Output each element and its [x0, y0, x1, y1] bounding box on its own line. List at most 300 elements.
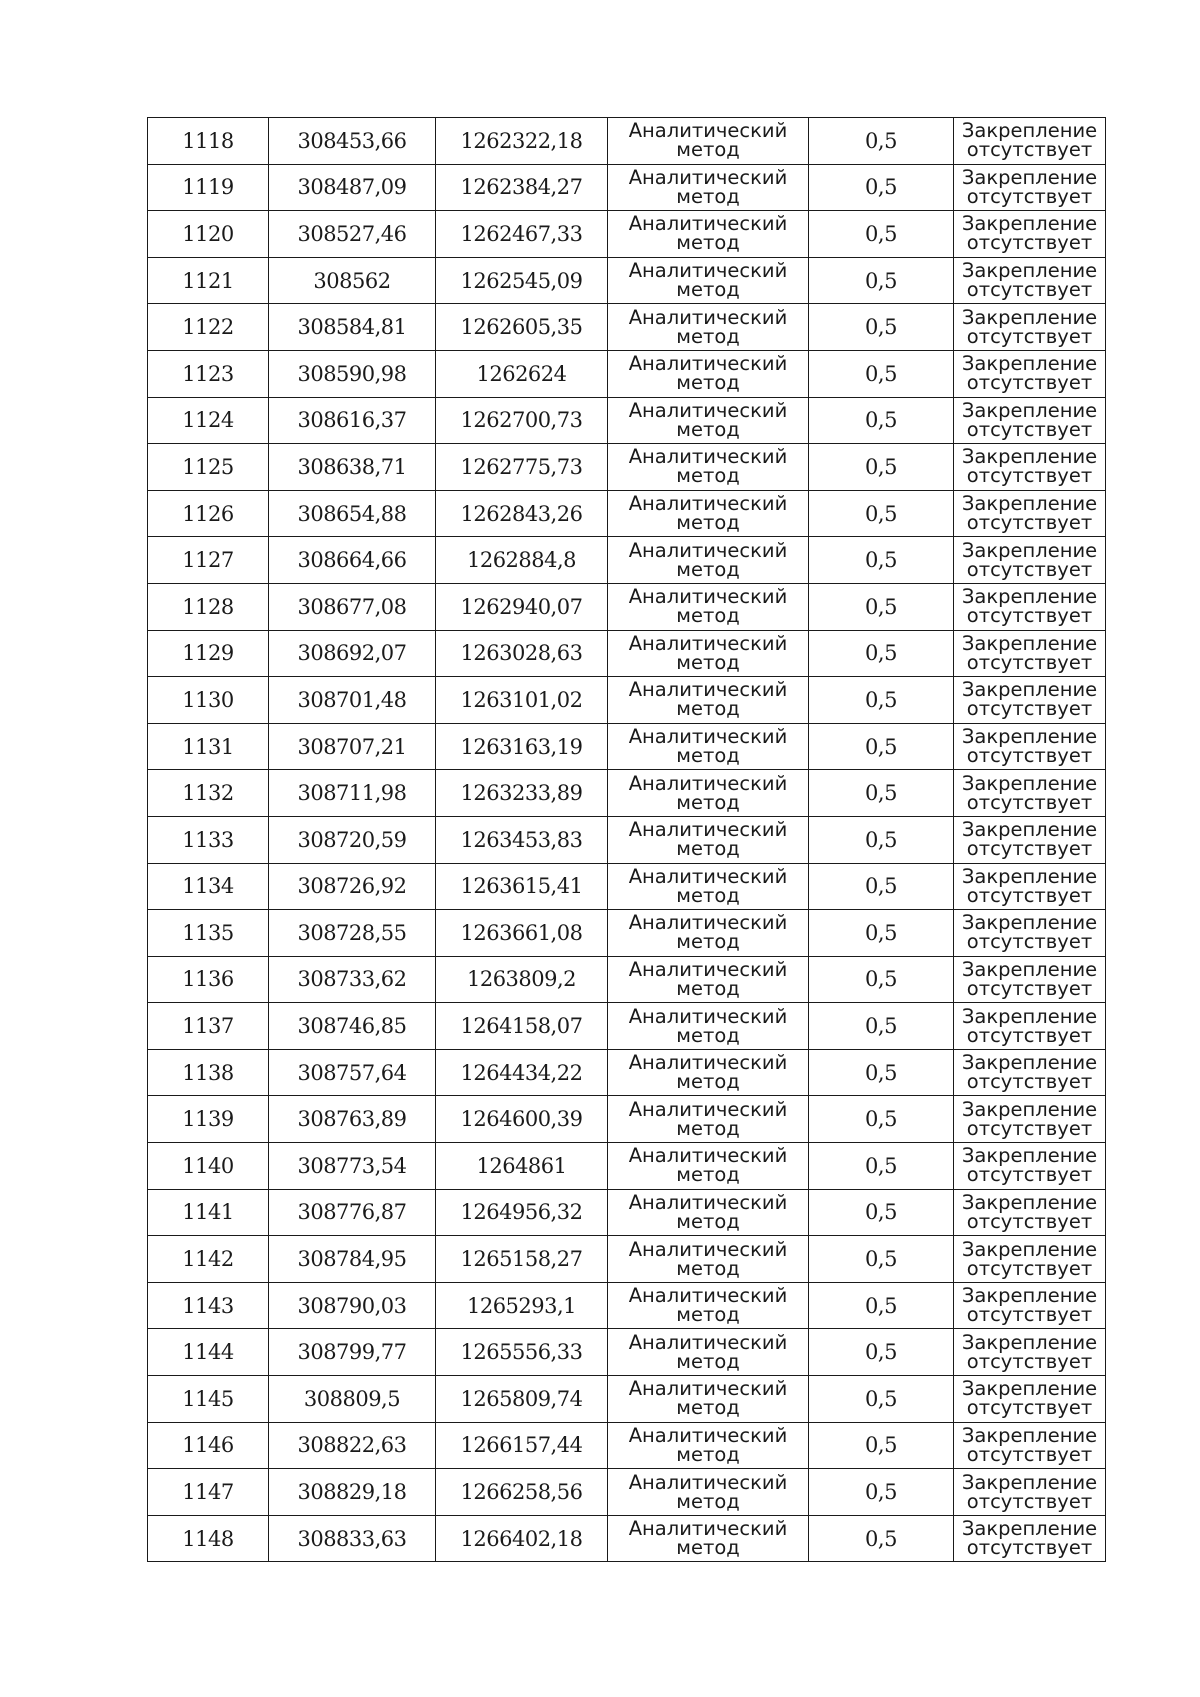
point-number-cell: 1131	[148, 723, 269, 770]
x-coordinate-cell: 308701,48	[269, 677, 436, 724]
y-coordinate-cell: 1264158,07	[436, 1003, 608, 1050]
method-line-2: метод	[676, 930, 740, 954]
method-line-1: Аналитический	[628, 352, 788, 376]
x-coordinate-cell: 308654,88	[269, 490, 436, 537]
fixation-line-2: отсутствует	[966, 697, 1093, 721]
table-row	[148, 304, 1106, 351]
fixation-line-2: отсутствует	[966, 371, 1093, 395]
fixation-cell	[954, 350, 1106, 397]
method-cell	[608, 1376, 809, 1423]
method-line-1: Аналитический	[628, 1051, 788, 1075]
y-coordinate-cell: 1263615,41	[436, 863, 608, 910]
method-line-1: Аналитический	[628, 1097, 788, 1121]
x-coordinate-cell: 308790,03	[269, 1282, 436, 1329]
x-coordinate-cell: 308707,21	[269, 723, 436, 770]
accuracy-cell: 0,5	[809, 1049, 954, 1096]
method-line-2: метод	[676, 1116, 740, 1140]
x-coordinate-cell: 308720,59	[269, 816, 436, 863]
fixation-line-2: отсутствует	[966, 650, 1093, 674]
y-coordinate-cell: 1263233,89	[436, 770, 608, 817]
fixation-cell	[954, 397, 1106, 444]
fixation-line-1: Закрепление	[961, 445, 1098, 469]
x-coordinate-cell: 308763,89	[269, 1096, 436, 1143]
accuracy-cell: 0,5	[809, 910, 954, 957]
fixation-cell	[954, 1049, 1106, 1096]
fixation-line-2: отсутствует	[966, 231, 1093, 255]
method-line-2: метод	[676, 1396, 740, 1420]
fixation-line-2: отсутствует	[966, 976, 1093, 1000]
table-row	[148, 1096, 1106, 1143]
table-row	[148, 257, 1106, 304]
method-line-2: метод	[676, 464, 740, 488]
method-cell	[608, 257, 809, 304]
fixation-cell	[954, 118, 1106, 165]
fixation-cell	[954, 1003, 1106, 1050]
fixation-line-1: Закрепление	[961, 1517, 1098, 1541]
method-cell	[608, 1515, 809, 1562]
table-row	[148, 583, 1106, 630]
fixation-line-1: Закрепление	[961, 1377, 1098, 1401]
method-cell	[608, 1143, 809, 1190]
method-line-1: Аналитический	[628, 1423, 788, 1447]
accuracy-cell: 0,5	[809, 1282, 954, 1329]
x-coordinate-cell: 308453,66	[269, 118, 436, 165]
method-cell	[608, 1049, 809, 1096]
method-line-2: метод	[676, 790, 740, 814]
method-line-2: метод	[676, 1209, 740, 1233]
method-cell	[608, 770, 809, 817]
accuracy-cell: 0,5	[809, 1003, 954, 1050]
method-cell	[608, 1189, 809, 1236]
accuracy-cell: 0,5	[809, 397, 954, 444]
point-number-cell: 1138	[148, 1049, 269, 1096]
method-line-2: метод	[676, 557, 740, 581]
method-line-1: Аналитический	[628, 1517, 788, 1541]
fixation-cell	[954, 1282, 1106, 1329]
method-cell	[608, 1096, 809, 1143]
method-line-2: метод	[676, 324, 740, 348]
method-cell	[608, 1282, 809, 1329]
table-row	[148, 397, 1106, 444]
fixation-line-2: отсутствует	[966, 557, 1093, 581]
method-line-1: Аналитический	[628, 585, 788, 609]
method-line-2: метод	[676, 604, 740, 628]
method-line-1: Аналитический	[628, 119, 788, 143]
method-line-1: Аналитический	[628, 725, 788, 749]
method-line-1: Аналитический	[628, 398, 788, 422]
method-cell	[608, 723, 809, 770]
method-cell	[608, 537, 809, 584]
y-coordinate-cell: 1262624	[436, 350, 608, 397]
method-line-2: метод	[676, 1442, 740, 1466]
method-line-1: Аналитический	[628, 1470, 788, 1494]
table-row	[148, 1515, 1106, 1562]
y-coordinate-cell: 1264861	[436, 1143, 608, 1190]
x-coordinate-cell: 308809,5	[269, 1376, 436, 1423]
table-row	[148, 910, 1106, 957]
fixation-line-2: отсутствует	[966, 744, 1093, 768]
fixation-cell	[954, 630, 1106, 677]
x-coordinate-cell: 308822,63	[269, 1422, 436, 1469]
method-line-2: метод	[676, 138, 740, 162]
table-row	[148, 723, 1106, 770]
method-line-1: Аналитический	[628, 1190, 788, 1214]
y-coordinate-cell: 1262700,73	[436, 397, 608, 444]
point-number-cell: 1134	[148, 863, 269, 910]
fixation-line-1: Закрепление	[961, 212, 1098, 236]
point-number-cell: 1129	[148, 630, 269, 677]
fixation-line-2: отсутствует	[966, 1303, 1093, 1327]
method-line-1: Аналитический	[628, 818, 788, 842]
method-line-2: метод	[676, 976, 740, 1000]
method-line-1: Аналитический	[628, 165, 788, 189]
fixation-cell	[954, 444, 1106, 491]
accuracy-cell: 0,5	[809, 723, 954, 770]
accuracy-cell: 0,5	[809, 1376, 954, 1423]
fixation-line-2: отсутствует	[966, 1536, 1093, 1560]
method-line-1: Аналитический	[628, 492, 788, 516]
y-coordinate-cell: 1262384,27	[436, 164, 608, 211]
y-coordinate-cell: 1265158,27	[436, 1236, 608, 1283]
fixation-line-2: отсутствует	[966, 1116, 1093, 1140]
fixation-line-1: Закрепление	[961, 1237, 1098, 1261]
point-number-cell: 1120	[148, 211, 269, 258]
fixation-cell	[954, 490, 1106, 537]
method-line-1: Аналитический	[628, 1330, 788, 1354]
x-coordinate-cell: 308829,18	[269, 1469, 436, 1516]
method-line-1: Аналитический	[628, 864, 788, 888]
x-coordinate-cell: 308584,81	[269, 304, 436, 351]
accuracy-cell: 0,5	[809, 677, 954, 724]
fixation-line-2: отсутствует	[966, 1489, 1093, 1513]
point-number-cell: 1118	[148, 118, 269, 165]
accuracy-cell: 0,5	[809, 537, 954, 584]
x-coordinate-cell: 308799,77	[269, 1329, 436, 1376]
method-line-2: метод	[676, 278, 740, 302]
method-line-2: метод	[676, 1303, 740, 1327]
accuracy-cell: 0,5	[809, 770, 954, 817]
point-number-cell: 1121	[148, 257, 269, 304]
method-line-2: метод	[676, 1070, 740, 1094]
fixation-line-1: Закрепление	[961, 585, 1098, 609]
method-line-1: Аналитический	[628, 1237, 788, 1261]
y-coordinate-cell: 1262884,8	[436, 537, 608, 584]
fixation-cell	[954, 164, 1106, 211]
table-row	[148, 1049, 1106, 1096]
accuracy-cell: 0,5	[809, 164, 954, 211]
method-line-1: Аналитический	[628, 1144, 788, 1168]
point-number-cell: 1125	[148, 444, 269, 491]
point-number-cell: 1148	[148, 1515, 269, 1562]
fixation-line-1: Закрепление	[961, 1470, 1098, 1494]
method-cell	[608, 956, 809, 1003]
method-line-1: Аналитический	[628, 212, 788, 236]
x-coordinate-cell: 308487,09	[269, 164, 436, 211]
method-cell	[608, 211, 809, 258]
x-coordinate-cell: 308773,54	[269, 1143, 436, 1190]
method-line-2: метод	[676, 697, 740, 721]
method-line-1: Аналитический	[628, 911, 788, 935]
x-coordinate-cell: 308833,63	[269, 1515, 436, 1562]
fixation-line-1: Закрепление	[961, 1051, 1098, 1075]
accuracy-cell: 0,5	[809, 630, 954, 677]
accuracy-cell: 0,5	[809, 1096, 954, 1143]
fixation-cell	[954, 1469, 1106, 1516]
method-cell	[608, 304, 809, 351]
method-line-1: Аналитический	[628, 1284, 788, 1308]
fixation-line-1: Закрепление	[961, 1144, 1098, 1168]
fixation-cell	[954, 1515, 1106, 1562]
point-number-cell: 1136	[148, 956, 269, 1003]
fixation-line-1: Закрепление	[961, 259, 1098, 283]
method-line-1: Аналитический	[628, 445, 788, 469]
fixation-line-2: отсутствует	[966, 790, 1093, 814]
accuracy-cell: 0,5	[809, 350, 954, 397]
y-coordinate-cell: 1264434,22	[436, 1049, 608, 1096]
x-coordinate-cell: 308726,92	[269, 863, 436, 910]
fixation-cell	[954, 304, 1106, 351]
point-number-cell: 1119	[148, 164, 269, 211]
y-coordinate-cell: 1262940,07	[436, 583, 608, 630]
method-cell	[608, 677, 809, 724]
method-cell	[608, 490, 809, 537]
y-coordinate-cell: 1262545,09	[436, 257, 608, 304]
fixation-line-1: Закрепление	[961, 492, 1098, 516]
point-number-cell: 1141	[148, 1189, 269, 1236]
method-cell	[608, 118, 809, 165]
fixation-line-1: Закрепление	[961, 818, 1098, 842]
method-line-2: метод	[676, 184, 740, 208]
fixation-line-1: Закрепление	[961, 1330, 1098, 1354]
fixation-line-1: Закрепление	[961, 1284, 1098, 1308]
method-line-1: Аналитический	[628, 771, 788, 795]
method-cell	[608, 583, 809, 630]
method-line-1: Аналитический	[628, 678, 788, 702]
fixation-line-1: Закрепление	[961, 538, 1098, 562]
method-line-1: Аналитический	[628, 631, 788, 655]
method-cell	[608, 1236, 809, 1283]
table-row	[148, 630, 1106, 677]
y-coordinate-cell: 1263163,19	[436, 723, 608, 770]
x-coordinate-cell: 308746,85	[269, 1003, 436, 1050]
point-number-cell: 1144	[148, 1329, 269, 1376]
fixation-line-2: отсутствует	[966, 138, 1093, 162]
x-coordinate-cell: 308638,71	[269, 444, 436, 491]
fixation-line-2: отсутствует	[966, 604, 1093, 628]
fixation-cell	[954, 956, 1106, 1003]
method-cell	[608, 910, 809, 957]
point-number-cell: 1133	[148, 816, 269, 863]
accuracy-cell: 0,5	[809, 1469, 954, 1516]
method-cell	[608, 1422, 809, 1469]
fixation-cell	[954, 1376, 1106, 1423]
fixation-line-2: отсутствует	[966, 930, 1093, 954]
method-cell	[608, 350, 809, 397]
x-coordinate-cell: 308692,07	[269, 630, 436, 677]
method-line-2: метод	[676, 1256, 740, 1280]
fixation-cell	[954, 583, 1106, 630]
x-coordinate-cell: 308733,62	[269, 956, 436, 1003]
y-coordinate-cell: 1263453,83	[436, 816, 608, 863]
x-coordinate-cell: 308562	[269, 257, 436, 304]
y-coordinate-cell: 1263809,2	[436, 956, 608, 1003]
fixation-line-2: отсутствует	[966, 1070, 1093, 1094]
method-line-2: метод	[676, 744, 740, 768]
fixation-line-2: отсутствует	[966, 1442, 1093, 1466]
y-coordinate-cell: 1262775,73	[436, 444, 608, 491]
y-coordinate-cell: 1263101,02	[436, 677, 608, 724]
x-coordinate-cell: 308527,46	[269, 211, 436, 258]
method-line-2: метод	[676, 371, 740, 395]
table-row	[148, 164, 1106, 211]
fixation-line-1: Закрепление	[961, 911, 1098, 935]
fixation-line-2: отсутствует	[966, 417, 1093, 441]
method-line-2: метод	[676, 511, 740, 535]
coordinates-table	[147, 117, 1106, 1562]
x-coordinate-cell: 308664,66	[269, 537, 436, 584]
fixation-line-1: Закрепление	[961, 1423, 1098, 1447]
point-number-cell: 1127	[148, 537, 269, 584]
method-cell	[608, 1329, 809, 1376]
fixation-line-1: Закрепление	[961, 678, 1098, 702]
method-line-1: Аналитический	[628, 957, 788, 981]
method-line-2: метод	[676, 650, 740, 674]
accuracy-cell: 0,5	[809, 816, 954, 863]
x-coordinate-cell: 308711,98	[269, 770, 436, 817]
fixation-line-1: Закрепление	[961, 119, 1098, 143]
table-row	[148, 863, 1106, 910]
fixation-line-2: отсутствует	[966, 1396, 1093, 1420]
y-coordinate-cell: 1262843,26	[436, 490, 608, 537]
fixation-line-1: Закрепление	[961, 864, 1098, 888]
accuracy-cell: 0,5	[809, 1236, 954, 1283]
method-cell	[608, 1469, 809, 1516]
fixation-cell	[954, 1189, 1106, 1236]
y-coordinate-cell: 1266258,56	[436, 1469, 608, 1516]
point-number-cell: 1140	[148, 1143, 269, 1190]
fixation-line-2: отсутствует	[966, 837, 1093, 861]
accuracy-cell: 0,5	[809, 1329, 954, 1376]
fixation-line-2: отсутствует	[966, 278, 1093, 302]
method-line-2: метод	[676, 231, 740, 255]
y-coordinate-cell: 1263661,08	[436, 910, 608, 957]
method-cell	[608, 816, 809, 863]
method-cell	[608, 1003, 809, 1050]
fixation-line-2: отсутствует	[966, 1023, 1093, 1047]
method-cell	[608, 397, 809, 444]
fixation-cell	[954, 863, 1106, 910]
accuracy-cell: 0,5	[809, 211, 954, 258]
method-line-2: метод	[676, 417, 740, 441]
table-row	[148, 1236, 1106, 1283]
table-row	[148, 816, 1106, 863]
method-line-2: метод	[676, 883, 740, 907]
fixation-line-1: Закрепление	[961, 771, 1098, 795]
table-row	[148, 1329, 1106, 1376]
fixation-cell	[954, 910, 1106, 957]
point-number-cell: 1123	[148, 350, 269, 397]
method-cell	[608, 863, 809, 910]
fixation-line-2: отсутствует	[966, 1163, 1093, 1187]
method-line-1: Аналитический	[628, 538, 788, 562]
fixation-line-1: Закрепление	[961, 725, 1098, 749]
fixation-line-1: Закрепление	[961, 957, 1098, 981]
y-coordinate-cell: 1266402,18	[436, 1515, 608, 1562]
point-number-cell: 1122	[148, 304, 269, 351]
method-line-1: Аналитический	[628, 1377, 788, 1401]
table-row	[148, 1469, 1106, 1516]
table-row	[148, 211, 1106, 258]
y-coordinate-cell: 1264956,32	[436, 1189, 608, 1236]
table-row	[148, 444, 1106, 491]
accuracy-cell: 0,5	[809, 1189, 954, 1236]
method-line-1: Аналитический	[628, 259, 788, 283]
method-line-2: метод	[676, 1023, 740, 1047]
y-coordinate-cell: 1262322,18	[436, 118, 608, 165]
accuracy-cell: 0,5	[809, 490, 954, 537]
fixation-line-2: отсутствует	[966, 324, 1093, 348]
point-number-cell: 1124	[148, 397, 269, 444]
method-line-2: метод	[676, 1536, 740, 1560]
fixation-line-1: Закрепление	[961, 398, 1098, 422]
point-number-cell: 1137	[148, 1003, 269, 1050]
x-coordinate-cell: 308590,98	[269, 350, 436, 397]
table-row	[148, 1143, 1106, 1190]
table-row	[148, 537, 1106, 584]
method-line-1: Аналитический	[628, 1004, 788, 1028]
table-row	[148, 1282, 1106, 1329]
fixation-line-1: Закрепление	[961, 305, 1098, 329]
x-coordinate-cell: 308677,08	[269, 583, 436, 630]
point-number-cell: 1143	[148, 1282, 269, 1329]
method-line-2: метод	[676, 1349, 740, 1373]
coordinates-table-body	[148, 118, 1106, 1562]
y-coordinate-cell: 1265293,1	[436, 1282, 608, 1329]
y-coordinate-cell: 1266157,44	[436, 1422, 608, 1469]
fixation-cell	[954, 816, 1106, 863]
fixation-line-2: отсутствует	[966, 1209, 1093, 1233]
fixation-line-2: отсутствует	[966, 883, 1093, 907]
table-row	[148, 1003, 1106, 1050]
fixation-line-2: отсутствует	[966, 511, 1093, 535]
point-number-cell: 1135	[148, 910, 269, 957]
point-number-cell: 1146	[148, 1422, 269, 1469]
fixation-line-2: отсутствует	[966, 1349, 1093, 1373]
point-number-cell: 1147	[148, 1469, 269, 1516]
x-coordinate-cell: 308776,87	[269, 1189, 436, 1236]
fixation-cell	[954, 1422, 1106, 1469]
table-row	[148, 677, 1106, 724]
accuracy-cell: 0,5	[809, 257, 954, 304]
x-coordinate-cell: 308784,95	[269, 1236, 436, 1283]
table-row	[148, 956, 1106, 1003]
accuracy-cell: 0,5	[809, 118, 954, 165]
point-number-cell: 1145	[148, 1376, 269, 1423]
method-cell	[608, 444, 809, 491]
point-number-cell: 1139	[148, 1096, 269, 1143]
method-cell	[608, 164, 809, 211]
point-number-cell: 1132	[148, 770, 269, 817]
table-row	[148, 1422, 1106, 1469]
x-coordinate-cell: 308616,37	[269, 397, 436, 444]
y-coordinate-cell: 1264600,39	[436, 1096, 608, 1143]
fixation-line-1: Закрепление	[961, 1004, 1098, 1028]
y-coordinate-cell: 1263028,63	[436, 630, 608, 677]
fixation-cell	[954, 257, 1106, 304]
fixation-cell	[954, 1236, 1106, 1283]
table-row	[148, 350, 1106, 397]
accuracy-cell: 0,5	[809, 444, 954, 491]
